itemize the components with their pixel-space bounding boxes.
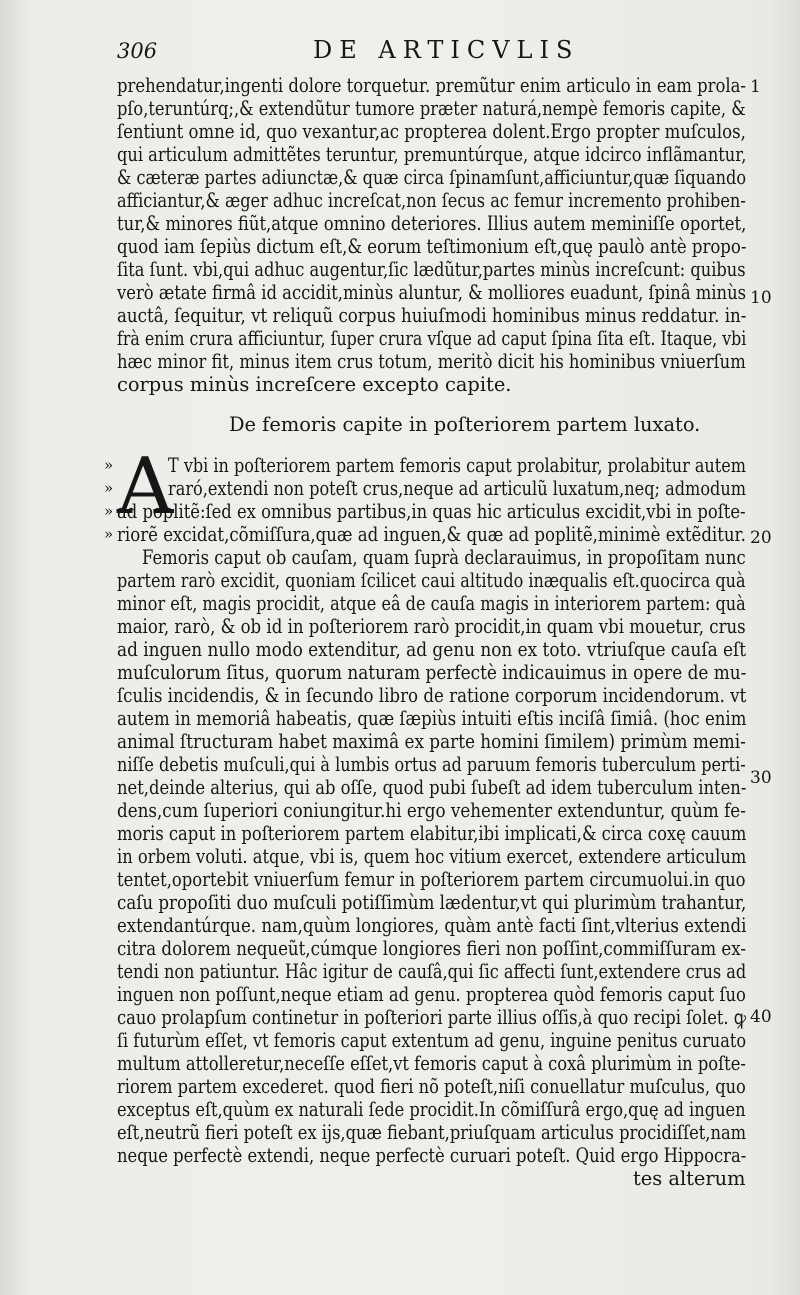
text-line: extendantúrque. nam,quùm longiores, quàm antè facti ſint,vlterius extendi [117,914,747,937]
text-line: exceptus eſt,quùm ex naturali ſede procidit.In cõmiſſurâ ergo,quę ad inguen [117,1098,746,1121]
text-line: minor eſt, magis procidit, atque eâ de cauſa magis in interiorem partem: quà [117,592,746,615]
page-header [117,36,757,68]
text-line: dens,cum ſuperiori coniungitur.hi ergo vehementer extenduntur, quùm fe- [117,799,746,822]
text-line: riorem partem excederet. quod fieri nõ poteſt,niſi conuellatur muſculus, quo [117,1075,746,1098]
text-line: caſu propoſiti duo muſculi potiſſimùm lædentur,vt qui plurimùm trahantur, [117,891,747,914]
quoted-line: T vbi in poſteriorem partem femoris caput prolabitur, prolabitur autem [168,454,746,477]
quote-marker: » [104,456,114,474]
quote-marker: » [104,525,114,543]
section-heading: De femoris capite in poſteriorem partem luxato. [229,413,701,436]
text-line: tentet,oportebit vniuerſum femur in poſteriorem partem circumuolui.in quo [117,868,746,891]
text-line: cauo prolapſum continetur in poſteriori parte illius oſſis,à quo recipi ſolet. ꝙ [117,1006,747,1029]
text-line: eſt,neutrũ fieri poteſt ex ijs,quæ fiebant,priuſquam articulus procidiſſet,nam [117,1121,747,1144]
text-line: frà enim crura afficiuntur, ſuper crura vſque ad caput ſpina ſita eſt. Itaque, vbi [117,327,747,350]
text-line: Femoris caput ob cauſam, quam ſuprà declarauimus, in propoſitam nunc [142,546,746,569]
text-line: citra dolorem nequeũt,cúmque longiores fieri non poſſint,commiſſuram ex- [117,937,746,960]
text-line: ſi futurùm eſſet, vt femoris caput extentum ad genu, inguine penitus curuato [117,1029,747,1052]
text-line: qui articulum admittẽtes teruntur, premuntúrque, atque idcirco inflãmantur, [117,143,747,166]
text-line: inguen non poſſunt,neque etiam ad genu. propterea quòd femoris caput ſuo [117,983,746,1006]
quoted-line: riorẽ excidat,cõmiſſura,quæ ad inguen,& quæ ad poplitẽ,minimè extẽditur. [117,523,746,546]
line-number: 1 [750,77,761,97]
quote-marker: » [104,479,114,497]
text-line: afficiantur,& æger adhuc increſcat,non ſecus ac femur incremento prohiben- [117,189,746,212]
text-line: quod iam ſepiùs dictum eſt,& eorum teſtimonium eſt,quę paulò antè propo- [117,235,747,258]
text-line: net,deinde alterius, qui ab oſſe, quod pubi ſubeſt ad idem tuberculum inten- [117,776,747,799]
drop-cap: A [117,442,174,532]
text-line: hæc minor fit, minus item crus totum, meritò dicit his hominibus vniuerſum [117,350,746,373]
text-line: neque perfectè extendi, neque perfectè curuari poteſt. Quid ergo Hippocra- [117,1144,747,1167]
text-line: multum attolleretur,neceſſe eſſet,vt femoris caput à coxâ plurimùm in poſte- [117,1052,746,1075]
line-number: 20 [750,528,772,548]
text-line: maior, rarò, & ob id in poſteriorem rarò procidit,in quam vbi mouetur, crus [117,615,746,638]
text-line: tur,& minores fiũt,atque omnino deteriores. Illius autem meminiſſe oportet, [117,212,747,235]
text-line: muſculorum ſitus, quorum naturam perfectè indicauimus in opere de mu- [117,661,747,684]
line-number: 30 [750,768,772,788]
text-line: auctâ, ſequitur, vt reliquũ corpus huiuſmodi hominibus minus reddatur. in- [117,304,747,327]
text-line: ad inguen nullo modo extenditur, ad genu non ex toto. vtriuſque cauſa eſt [117,638,747,661]
catchword: tes alterum [633,1167,746,1190]
quote-marker: » [104,502,114,520]
line-number: 10 [750,288,772,308]
quoted-line: raró,extendi non poteſt crus,neque ad articulũ luxatum,neq; admodum [168,477,747,500]
text-line: partem rarò excidit, quoniam ſcilicet caui altitudo inæqualis eſt.quocirca quà [117,569,746,592]
text-line: ſita ſunt. vbi,qui adhuc augentur,ſic lædũtur,partes minùs increſcunt: quibus [117,258,746,281]
text-line: ſculis incidendis, & in ſecundo libro de ratione corporum incidendorum. vt [117,684,747,707]
line-number: 40 [750,1007,772,1027]
text-line: niſſe debetis muſculi,qui à lumbis ortus ad paruum femoris tuberculum perti- [117,753,746,776]
text-line: in orbem voluti. atque, vbi is, quem hoc vitium exercet, extendere articulum [117,845,747,868]
text-line: autem in memoriâ habeatis, quæ ſæpiùs intuiti eſtis inciſâ ſimiâ. (hoc enim [117,707,747,730]
quoted-line: ad poplitẽ:ſed ex omnibus partibus,in quas hic articulus excidit,vbi in poſte- [117,500,746,523]
text-line: ſentiunt omne id, quo vexantur,ac propterea dolent.Ergo propter muſculos, [117,120,746,143]
text-line: moris caput in poſteriorem partem elabitur,ibi implicati,& circa coxę cauum [117,822,747,845]
text-line: tendi non patiuntur. Hâc igitur de cauſâ,qui ſic affecti ſunt,extendere crus ad [117,960,747,983]
text-line: verò ætate firmâ id accidit,minùs aluntur, & molliores euadunt, ſpinâ minùs [117,281,747,304]
text-line: prehendatur,ingenti dolore torquetur. premũtur enim articulo in eam prola- [117,74,746,97]
text-line: & cæteræ partes adiunctæ,& quæ circa ſpinamſunt,afficiuntur,quæ ſiquando [117,166,747,189]
text-line: pſo,teruntúrq;,& extendũtur tumore præter naturá,nempè femoris capite, & [117,97,746,120]
text-line: animal ſtructuram habet maximâ ex parte homini ſimilem) primùm memi- [117,730,746,753]
running-title: DE ARTICVLIS [313,36,580,64]
text-line: corpus minùs increſcere excepto capite. [117,373,512,396]
page-number: 306 [117,39,158,63]
